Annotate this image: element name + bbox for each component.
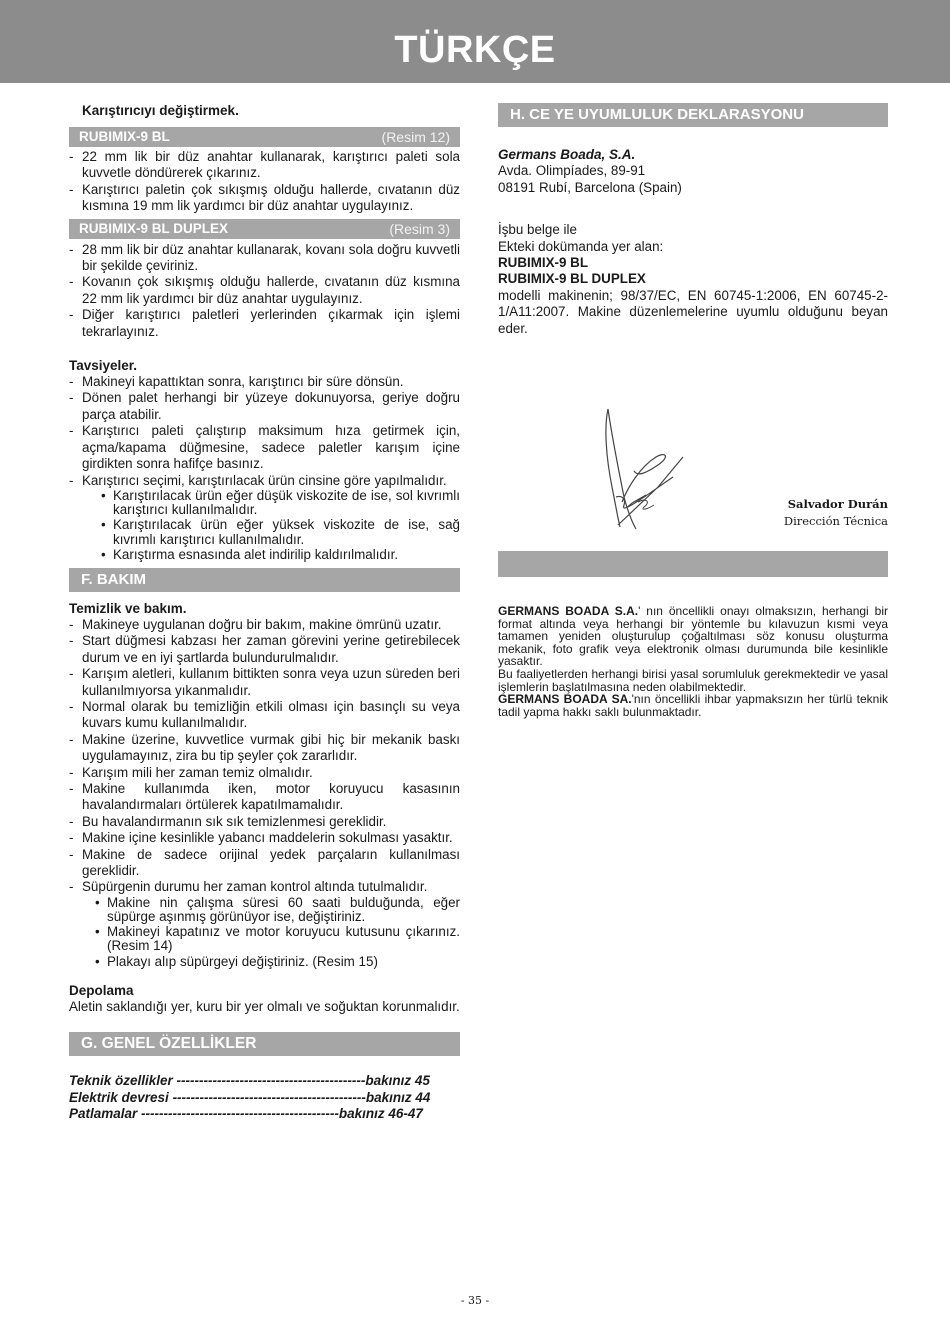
rubimix-bl-list bbox=[69, 149, 460, 215]
spec-exploded: Patlamalar --------------------------------------------bakınız 46-47 bbox=[69, 1106, 423, 1122]
maintenance-title: Temizlik ve bakım. bbox=[69, 600, 187, 616]
spec-technical: Teknik özellikler ------------------------------------------bakınız 45 bbox=[69, 1073, 430, 1089]
list-item: - Karıştırıcı seçimi, karıştırılacak ürün cinsine göre yapılmalıdır. bbox=[69, 473, 460, 489]
tips-title: Tavsiyeler. bbox=[69, 358, 138, 374]
list-item: - Makineye uygulanan doğru bir bakım, makine ömrünü uzatır. bbox=[69, 617, 460, 633]
model-2: RUBIMIX-9 BL DUPLEX bbox=[498, 271, 646, 287]
bullet-item: • Makineyi kapatınız ve motor koruyucu kutusunu çıkarınız. (Resim 14) bbox=[95, 925, 460, 953]
specs-list bbox=[69, 1073, 460, 1122]
change-mixer-title: Karıştırıcıyı değiştirmek. bbox=[82, 103, 239, 118]
list-item: - Makineyi kapattıktan sonra, karıştırıcı bir süre dönsün. bbox=[69, 374, 460, 390]
legal-text-1: ' nın öncellikli onayı olmaksızın, herhangi bir format altında veya herhangi bir yöntemle bu kılavuzun kısmi veya tamamen yeniden oluşturulup çoğaltılması söz konusu oluşturma mekanik, foto grafik veya elektronik olması durumunda bile kesinlikle yasaktır. bbox=[498, 604, 888, 669]
legal-paragraph-2: Bu faaliyetlerden herhangi birisi yasal sorumluluk gerekmektedir ve yasal işlemlerin başlatılmasına neden olabilmektedir. bbox=[498, 667, 888, 694]
declaration-line-1: İşbu belge ile bbox=[498, 222, 577, 238]
list-item: - Kovanın çok sıkışmış olduğu hallerde, cıvatanın düz kısmına 22 mm lik yardımcı bir düz anahtar uygulayınız. bbox=[69, 274, 460, 307]
rubimix-bl-label: RUBIMIX-9 BL bbox=[79, 129, 170, 144]
list-item: - Karışım aletleri, kullanım bittikten sonra veya uzun süreden beri kullanılmıyorsa yıkanmalıdır. bbox=[69, 666, 460, 699]
list-item: - 22 mm lik bir düz anahtar kullanarak, karıştırıcı paleti sola kuvvetle döndürerek çıkarınız. bbox=[69, 149, 460, 182]
company-name: Germans Boada, S.A. bbox=[498, 147, 636, 162]
list-item: - Dönen palet herhangi bir yüzeye dokunuyorsa, geriye doğru parça atabilir. bbox=[69, 390, 460, 423]
list-item: - Normal olarak bu temizliğin etkili olması için basınçlı su veya kuvars kumu kullanılmalıdır. bbox=[69, 699, 460, 732]
signature-image bbox=[598, 407, 718, 532]
blank-bar bbox=[498, 551, 888, 577]
list-item: - 28 mm lik bir düz anahtar kullanarak, kovanı sola doğru kuvvetli bir şekilde çeviriniz. bbox=[69, 242, 460, 275]
list-item: - Makine de sadece orijinal yedek parçaların kullanılması gereklidir. bbox=[69, 847, 460, 880]
list-item: - Bu havalandırmanın sık sık temizlenmesi gereklidir. bbox=[69, 814, 460, 830]
page-number: - 35 - bbox=[460, 1294, 490, 1307]
left-column bbox=[69, 103, 460, 1122]
maintenance-list bbox=[69, 617, 460, 896]
rubimix-duplex-ref: (Resim 3) bbox=[389, 220, 450, 237]
bullet-item: • Plakayı alıp süpürgeyi değiştiriniz. (Resim 15) bbox=[95, 955, 460, 969]
rubimix-duplex-label: RUBIMIX-9 BL DUPLEX bbox=[79, 220, 229, 236]
legal-paragraph-1 bbox=[498, 605, 888, 668]
maintenance-bar-label: F. BAKIM bbox=[81, 570, 146, 588]
legal-brand-2: GERMANS BOADA SA. bbox=[498, 692, 632, 707]
bullet-item: • Karıştırma esnasında alet indirilip kaldırılmalıdır. bbox=[101, 548, 460, 562]
ce-bar-label: H. CE YE UYUMLULUK DEKLARASYONU bbox=[510, 106, 804, 123]
declaration-line-2: Ekteki dokümanda yer alan: bbox=[498, 238, 664, 254]
section-bar-rubimix-bl bbox=[69, 127, 460, 147]
spec-electrical: Elektrik devresi -------------------------------------------bakınız 44 bbox=[69, 1089, 431, 1105]
storage-text: Aletin saklandığı yer, kuru bir yer olmalı ve soğuktan korunmalıdır. bbox=[69, 998, 460, 1014]
bullet-item: • Karıştırılacak ürün eğer yüksek viskozite de ise, sağ kıvrımlı karıştırıcı kullanılmalıdır. bbox=[101, 518, 460, 546]
general-bar-label: G. GENEL ÖZELLİKLER bbox=[81, 1035, 257, 1053]
section-bar-maintenance bbox=[69, 568, 460, 592]
list-item: - Süpürgenin durumu her zaman kontrol altında tutulmalıdır. bbox=[69, 879, 460, 895]
signer-name: Salvador Durán bbox=[787, 497, 888, 512]
legal-paragraph-3 bbox=[498, 693, 888, 718]
list-item: - Makine içine kesinlikle yabancı maddelerin sokulması yasaktır. bbox=[69, 830, 460, 846]
company-address-2: 08191 Rubí, Barcelona (Spain) bbox=[498, 179, 682, 195]
legal-notice bbox=[498, 605, 888, 718]
section-bar-general bbox=[69, 1032, 460, 1056]
rubimix-duplex-list bbox=[69, 242, 460, 340]
page-header bbox=[0, 0, 950, 83]
tips-bullets bbox=[101, 489, 460, 562]
tips-list bbox=[69, 374, 460, 489]
storage-title: Depolama bbox=[69, 982, 134, 998]
signature-area bbox=[498, 337, 888, 547]
signer-title: Dirección Técnica bbox=[783, 514, 888, 529]
maintenance-bullets bbox=[95, 896, 460, 969]
list-item: - Makine üzerine, kuvvetlice vurmak gibi hiç bir mekanik baskı uygulamayınız, zira bu tip şeyler çok zararlıdır. bbox=[69, 732, 460, 765]
bullet-item: • Makine nin çalışma süresi 60 saati bulduğunda, eğer süpürge aşınmış görünüyor ise, değiştiriniz. bbox=[95, 896, 460, 924]
legal-brand-1: GERMANS BOADA S.A. bbox=[498, 604, 639, 619]
list-item: - Karışım mili her zaman temiz olmalıdır. bbox=[69, 765, 460, 781]
list-item: - Start düğmesi kabzası her zaman görevini yerine getirebilecek durum ve en iyi şartlarda bulundurulmalıdır. bbox=[69, 633, 460, 666]
bullet-item: • Karıştırılacak ürün eğer düşük viskozite de ise, sol kıvrımlı karıştırıcı kullanılmalıdır. bbox=[101, 489, 460, 517]
right-column bbox=[498, 103, 888, 718]
rubimix-bl-ref: (Resim 12) bbox=[381, 129, 450, 145]
header-title: TÜRKÇE bbox=[394, 29, 556, 71]
model-1: RUBIMIX-9 BL bbox=[498, 255, 589, 271]
list-item: - Makine kullanımda iken, motor koruyucu kasasının havalandırmaları örtülerek kapatılmamalıdır. bbox=[69, 781, 460, 814]
section-bar-ce bbox=[498, 103, 888, 127]
list-item: - Diğer karıştırıcı paletleri yerlerinden çıkarmak için işlemi tekrarlayınız. bbox=[69, 307, 460, 340]
company-address-1: Avda. Olimpíades, 89-91 bbox=[498, 163, 646, 179]
legal-text-3: 'nın öncellikli ihbar yapmaksızın her türlü teknik tadil yapma hakkı saklı bulunmaktadır. bbox=[498, 692, 889, 719]
section-bar-rubimix-duplex bbox=[69, 219, 460, 239]
list-item: - Karıştırıcı paleti çalıştırıp maksimum hıza getirmek için, açma/kapama düğmesine, sadece paletler karışım içine girdikten sonra hafifçe basınız. bbox=[69, 423, 460, 472]
list-item: - Karıştırıcı paletin çok sıkışmış olduğu hallerde, cıvatanın düz kısmına 19 mm lik yardımcı bir düz anahtar uygulayınız. bbox=[69, 182, 460, 215]
declaration-text: modelli makinenin; 98/37/EC, EN 60745-1:2006, EN 60745-2-1/A11:2007. Makine düzenlemelerine uyumlu olduğunu beyan eder. bbox=[498, 287, 888, 336]
